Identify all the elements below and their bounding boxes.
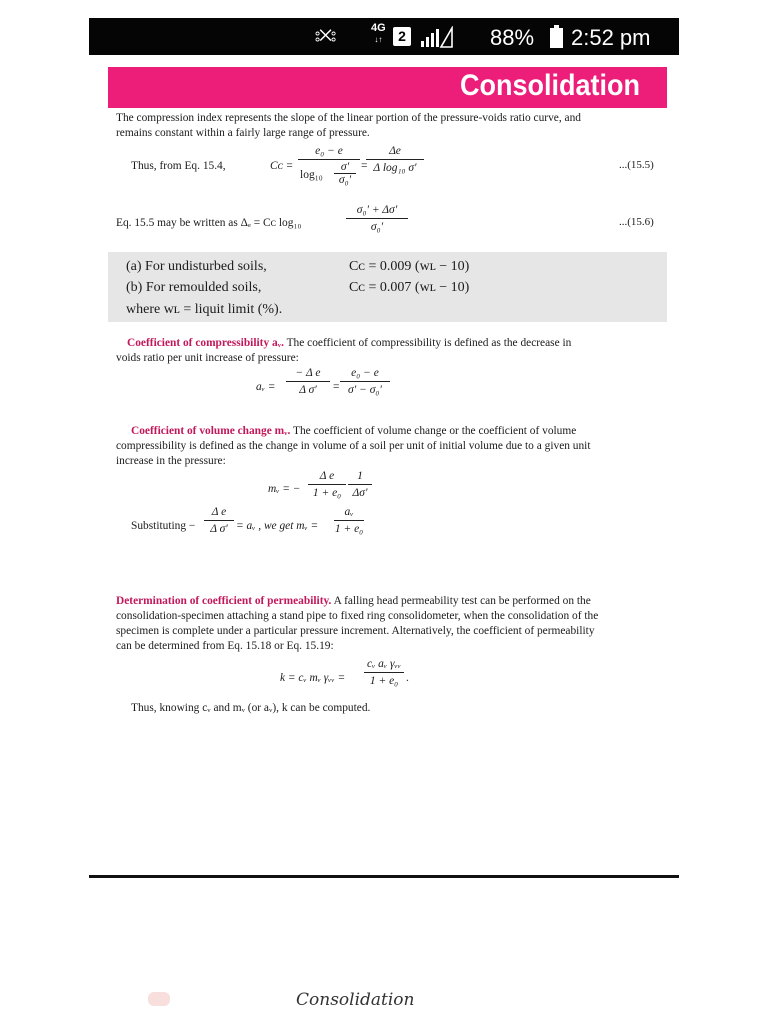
permeability-conclusion: Thus, knowing cᵥ and mᵥ (or aᵥ), k can be computed. bbox=[131, 702, 371, 714]
av-fraction-1: − Δ e Δ σ′ bbox=[286, 366, 330, 397]
compressibility-line-2: voids ratio per unit increase of pressure: bbox=[116, 352, 299, 364]
intro-line-2: remains constant within a fairly large range of pressure. bbox=[116, 127, 370, 139]
eq155-lead: Thus, from Eq. 15.4, bbox=[131, 160, 226, 172]
eq155-fraction-2: Δe Δ log₁₀ σ′ bbox=[366, 144, 424, 175]
compressibility-line-1: Coefficient of compressibility aᵥ. The coefficient of compressibility is defined as the decrease in bbox=[127, 337, 572, 349]
remoulded-formula: Cᴄ = 0.007 (wʟ − 10) bbox=[349, 280, 470, 295]
status-bar bbox=[89, 18, 679, 55]
substitution-fraction-2: aᵥ 1 + e₀ bbox=[334, 506, 364, 535]
permeability-heading: Determination of coefficient of permeability. bbox=[116, 595, 332, 607]
mv-fraction-1: Δ e 1 + e₀ bbox=[308, 469, 346, 500]
page-divider bbox=[89, 875, 679, 878]
signal-strength-icon bbox=[419, 26, 453, 48]
k-period: . bbox=[406, 672, 409, 684]
eq156-lead: Eq. 15.5 may be written as Δₑ = Cᴄ log₁₀ bbox=[116, 217, 302, 229]
eq155-number: ...(15.5) bbox=[619, 159, 654, 171]
substitution-fraction-1: Δ e Δ σ′ bbox=[204, 505, 234, 536]
network-type: 4G ↓↑ bbox=[371, 22, 386, 44]
eq155-equals: = bbox=[361, 160, 368, 172]
remoulded-label: (b) For remoulded soils, bbox=[126, 280, 262, 295]
ink-smudge bbox=[148, 992, 170, 1006]
substitution-middle: = aᵥ , we get mᵥ = bbox=[236, 520, 319, 532]
volume-change-line-2: compressibility is defined as the change in volume of a soil per unit of initial volume due to a given unit bbox=[116, 440, 591, 452]
liquid-limit-note: where wʟ = liquit limit (%). bbox=[126, 302, 283, 317]
clock: 2:52 pm bbox=[571, 25, 651, 50]
compressibility-heading: Coefficient of compressibility aᵥ. bbox=[127, 337, 284, 349]
mv-lhs: mᵥ = − bbox=[268, 483, 301, 495]
mv-fraction-2: 1 Δσ′ bbox=[348, 469, 372, 500]
intro-line-1: The compression index represents the slope of the linear portion of the pressure-voids ratio curve, and bbox=[116, 112, 581, 124]
battery-icon bbox=[550, 28, 563, 48]
volume-change-line-3: increase in the pressure: bbox=[116, 455, 226, 467]
chapter-banner bbox=[108, 67, 667, 108]
eq156-number: ...(15.6) bbox=[619, 216, 654, 228]
empirical-relations-box bbox=[108, 252, 667, 322]
k-fraction: cᵥ aᵥ γᵥᵥ 1 + e₀ bbox=[364, 657, 404, 688]
chapter-title: Consolidation bbox=[460, 69, 640, 102]
av-fraction-2: e₀ − e σ′ − σ₀′ bbox=[340, 366, 390, 397]
undisturbed-formula: Cᴄ = 0.009 (wʟ − 10) bbox=[349, 259, 470, 274]
battery-percent: 88% bbox=[490, 25, 535, 50]
k-lhs: k = cᵥ mᵥ γᵥᵥ = bbox=[280, 672, 346, 684]
volume-change-heading: Coefficient of volume change mᵥ. bbox=[131, 425, 291, 437]
av-equals: = bbox=[333, 381, 340, 393]
volume-change-line-1: Coefficient of volume change mᵥ. The coefficient of volume change or the coefficient of volume bbox=[131, 425, 577, 437]
permeability-line-2: consolidation-specimen attaching a stand pipe to fixed ring consolidometer, when the consolidation of the bbox=[116, 610, 599, 622]
permeability-line-3: specimen is complete under a particular pressure increment. Alternatively, the coefficient of permeability bbox=[116, 625, 595, 637]
sim-indicator: 2 bbox=[393, 27, 411, 46]
eq155-fraction-1: e₀ − e log₁₀ σ′ σ₀′ bbox=[298, 144, 360, 189]
permeability-line-1: Determination of coefficient of permeability. A falling head permeability test can be performed on the bbox=[116, 595, 591, 607]
eq155-lhs: Cᴄ = bbox=[270, 160, 294, 172]
undisturbed-label: (a) For undisturbed soils, bbox=[126, 259, 267, 274]
eq156-fraction: σ₀′ + Δσ′ σ₀′ bbox=[346, 203, 408, 234]
handwritten-note: Consolidation bbox=[296, 990, 415, 1010]
permeability-line-4: can be determined from Eq. 15.18 or Eq. 15.19: bbox=[116, 640, 334, 652]
mute-vibrate-icon: ⦂✕⦂ bbox=[315, 26, 336, 45]
substitution-lead: Substituting − bbox=[131, 520, 196, 532]
av-lhs: aᵥ = bbox=[256, 381, 276, 393]
